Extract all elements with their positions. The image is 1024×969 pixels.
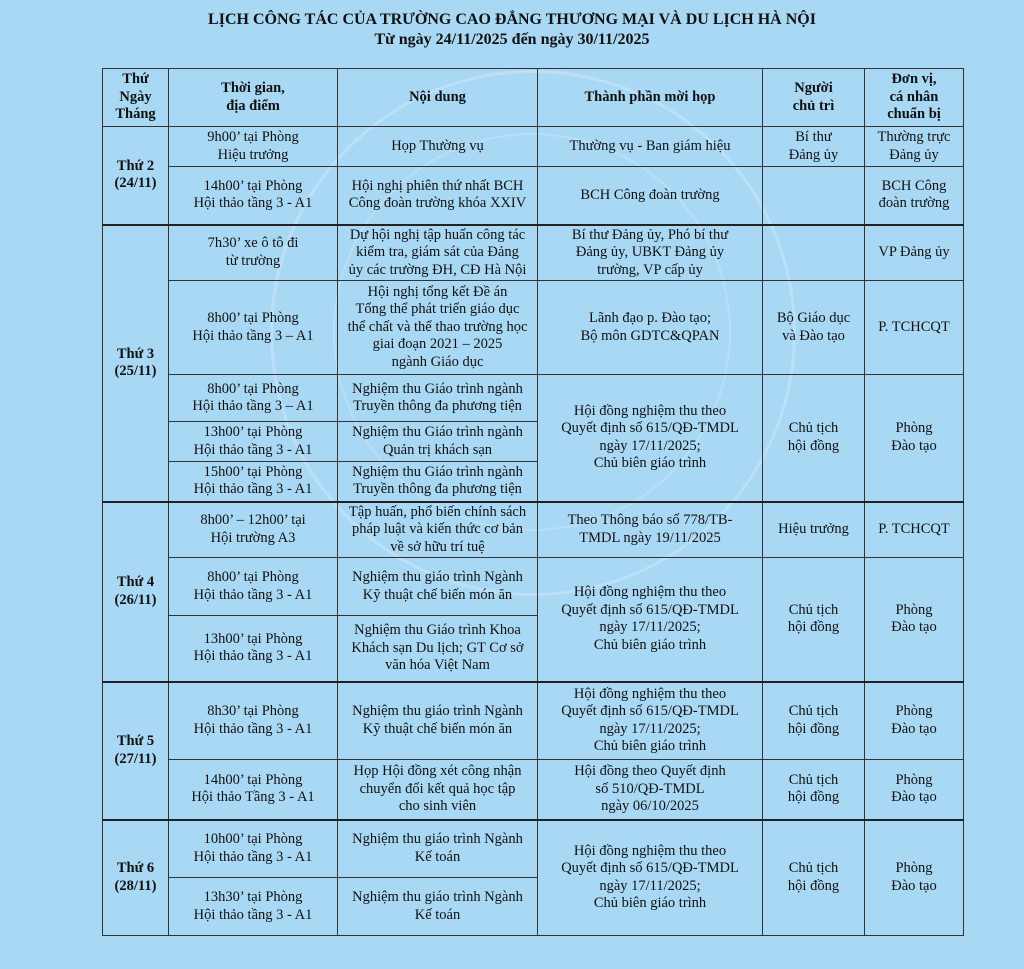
table-row bbox=[103, 127, 964, 167]
time-cell: 8h00’ tại Phòng Hội thảo tầng 3 – A1 bbox=[169, 281, 338, 375]
page-title bbox=[0, 10, 1024, 50]
header-day: Thứ Ngày Tháng bbox=[103, 69, 169, 127]
header-time: Thời gian, địa điểm bbox=[169, 69, 338, 127]
table-row bbox=[103, 760, 964, 820]
prep-cell: Phòng Đào tạo bbox=[865, 760, 964, 820]
content-cell: Nghiệm thu Giáo trình ngành Quản trị khách sạn bbox=[338, 422, 538, 462]
participants-cell: Theo Thông báo số 778/TB- TMDL ngày 19/11/2025 bbox=[538, 502, 763, 558]
time-cell: 8h00’ tại Phòng Hội thảo tầng 3 - A1 bbox=[169, 558, 338, 616]
chair-cell: Hiệu trưởng bbox=[763, 502, 865, 558]
table-row bbox=[103, 375, 964, 422]
prep-cell: Phòng Đào tạo bbox=[865, 820, 964, 936]
participants-cell: Hội đồng nghiệm thu theo Quyết định số 615/QĐ-TMDL ngày 17/11/2025; Chủ biên giáo trình bbox=[538, 682, 763, 760]
content-cell: Nghiệm thu giáo trình Ngành Kỹ thuật chế biến món ăn bbox=[338, 558, 538, 616]
header-row bbox=[103, 69, 964, 127]
time-cell: 15h00’ tại Phòng Hội thảo tầng 3 - A1 bbox=[169, 462, 338, 502]
content-cell: Nghiệm thu giáo trình Ngành Kế toán bbox=[338, 878, 538, 936]
time-cell: 13h00’ tại Phòng Hội thảo tầng 3 - A1 bbox=[169, 616, 338, 682]
chair-cell: Chủ tịch hội đồng bbox=[763, 820, 865, 936]
content-cell: Họp Hội đồng xét công nhận chuyển đổi kết quả học tập cho sinh viên bbox=[338, 760, 538, 820]
table-row bbox=[103, 281, 964, 375]
content-cell: Họp Thường vụ bbox=[338, 127, 538, 167]
participants-cell: Lãnh đạo p. Đào tạo; Bộ môn GDTC&QPAN bbox=[538, 281, 763, 375]
chair-cell bbox=[763, 167, 865, 225]
prep-cell: VP Đảng ủy bbox=[865, 225, 964, 281]
day-cell-thu4: Thứ 4 (26/11) bbox=[103, 502, 169, 682]
content-cell: Nghiệm thu giáo trình Ngành Kỹ thuật chế biến món ăn bbox=[338, 682, 538, 760]
participants-cell: Hội đồng nghiệm thu theo Quyết định số 615/QĐ-TMDL ngày 17/11/2025; Chủ biên giáo trình bbox=[538, 375, 763, 502]
participants-cell: Hội đồng nghiệm thu theo Quyết định số 615/QĐ-TMDL ngày 17/11/2025; Chủ biên giáo trình bbox=[538, 820, 763, 936]
title-line-2: Từ ngày 24/11/2025 đến ngày 30/11/2025 bbox=[374, 31, 650, 48]
table-row bbox=[103, 820, 964, 878]
content-cell: Hội nghị phiên thứ nhất BCH Công đoàn trường khóa XXIV bbox=[338, 167, 538, 225]
table-row bbox=[103, 558, 964, 616]
content-cell: Nghiệm thu giáo trình Ngành Kế toán bbox=[338, 820, 538, 878]
prep-cell: BCH Công đoàn trường bbox=[865, 167, 964, 225]
day-cell-thu6: Thứ 6 (28/11) bbox=[103, 820, 169, 936]
header-prep: Đơn vị, cá nhân chuẩn bị bbox=[865, 69, 964, 127]
time-cell: 14h00’ tại Phòng Hội thảo tầng 3 - A1 bbox=[169, 167, 338, 225]
chair-cell bbox=[763, 225, 865, 281]
chair-cell: Bộ Giáo dục và Đào tạo bbox=[763, 281, 865, 375]
time-cell: 8h00’ tại Phòng Hội thảo tầng 3 – A1 bbox=[169, 375, 338, 422]
content-cell: Dự hội nghị tập huấn công tác kiểm tra, giám sát của Đảng ủy các trường ĐH, CĐ Hà Nội bbox=[338, 225, 538, 281]
participants-cell: BCH Công đoàn trường bbox=[538, 167, 763, 225]
prep-cell: P. TCHCQT bbox=[865, 502, 964, 558]
schedule-table bbox=[102, 68, 964, 936]
title-line-1: LỊCH CÔNG TÁC CỦA TRƯỜNG CAO ĐẲNG THƯƠNG MẠI VÀ DU LỊCH HÀ NỘI bbox=[208, 11, 816, 28]
header-content: Nội dung bbox=[338, 69, 538, 127]
content-cell: Hội nghị tổng kết Đề án Tổng thể phát triển giáo dục thể chất và thể thao trường học giai đoạn 2021 – 2025 ngành Giáo dục bbox=[338, 281, 538, 375]
chair-cell: Chủ tịch hội đồng bbox=[763, 682, 865, 760]
time-cell: 8h30’ tại Phòng Hội thảo tầng 3 - A1 bbox=[169, 682, 338, 760]
time-cell: 9h00’ tại Phòng Hiệu trưởng bbox=[169, 127, 338, 167]
chair-cell: Bí thư Đảng ủy bbox=[763, 127, 865, 167]
prep-cell: Phòng Đào tạo bbox=[865, 558, 964, 682]
day-cell-thu2: Thứ 2 (24/11) bbox=[103, 127, 169, 225]
time-cell: 7h30’ xe ô tô đi từ trường bbox=[169, 225, 338, 281]
participants-cell: Bí thư Đảng ủy, Phó bí thư Đảng ủy, UBKT Đảng ủy trường, VP cấp ủy bbox=[538, 225, 763, 281]
header-chair: Người chủ trì bbox=[763, 69, 865, 127]
content-cell: Nghiệm thu Giáo trình ngành Truyền thông đa phương tiện bbox=[338, 462, 538, 502]
header-participants: Thành phần mời họp bbox=[538, 69, 763, 127]
table-row bbox=[103, 502, 964, 558]
day-cell-thu5: Thứ 5 (27/11) bbox=[103, 682, 169, 820]
time-cell: 14h00’ tại Phòng Hội thảo Tầng 3 - A1 bbox=[169, 760, 338, 820]
prep-cell: P. TCHCQT bbox=[865, 281, 964, 375]
time-cell: 8h00’ – 12h00’ tại Hội trường A3 bbox=[169, 502, 338, 558]
content-cell: Nghiệm thu Giáo trình Khoa Khách sạn Du lịch; GT Cơ sở văn hóa Việt Nam bbox=[338, 616, 538, 682]
chair-cell: Chủ tịch hội đồng bbox=[763, 760, 865, 820]
content-cell: Nghiệm thu Giáo trình ngành Truyền thông đa phương tiện bbox=[338, 375, 538, 422]
participants-cell: Hội đồng nghiệm thu theo Quyết định số 615/QĐ-TMDL ngày 17/11/2025; Chủ biên giáo trình bbox=[538, 558, 763, 682]
prep-cell: Phòng Đào tạo bbox=[865, 375, 964, 502]
table-row bbox=[103, 682, 964, 760]
content-cell: Tập huấn, phổ biến chính sách pháp luật và kiến thức cơ bản về sở hữu trí tuệ bbox=[338, 502, 538, 558]
table-row bbox=[103, 225, 964, 281]
participants-cell: Hội đồng theo Quyết định số 510/QĐ-TMDL ngày 06/10/2025 bbox=[538, 760, 763, 820]
day-cell-thu3: Thứ 3 (25/11) bbox=[103, 225, 169, 502]
time-cell: 13h00’ tại Phòng Hội thảo tầng 3 - A1 bbox=[169, 422, 338, 462]
prep-cell: Phòng Đào tạo bbox=[865, 682, 964, 760]
table-row bbox=[103, 167, 964, 225]
chair-cell: Chủ tịch hội đồng bbox=[763, 558, 865, 682]
prep-cell: Thường trực Đảng ủy bbox=[865, 127, 964, 167]
participants-cell: Thường vụ - Ban giám hiệu bbox=[538, 127, 763, 167]
time-cell: 13h30’ tại Phòng Hội thảo tầng 3 - A1 bbox=[169, 878, 338, 936]
time-cell: 10h00’ tại Phòng Hội thảo tầng 3 - A1 bbox=[169, 820, 338, 878]
chair-cell: Chủ tịch hội đồng bbox=[763, 375, 865, 502]
